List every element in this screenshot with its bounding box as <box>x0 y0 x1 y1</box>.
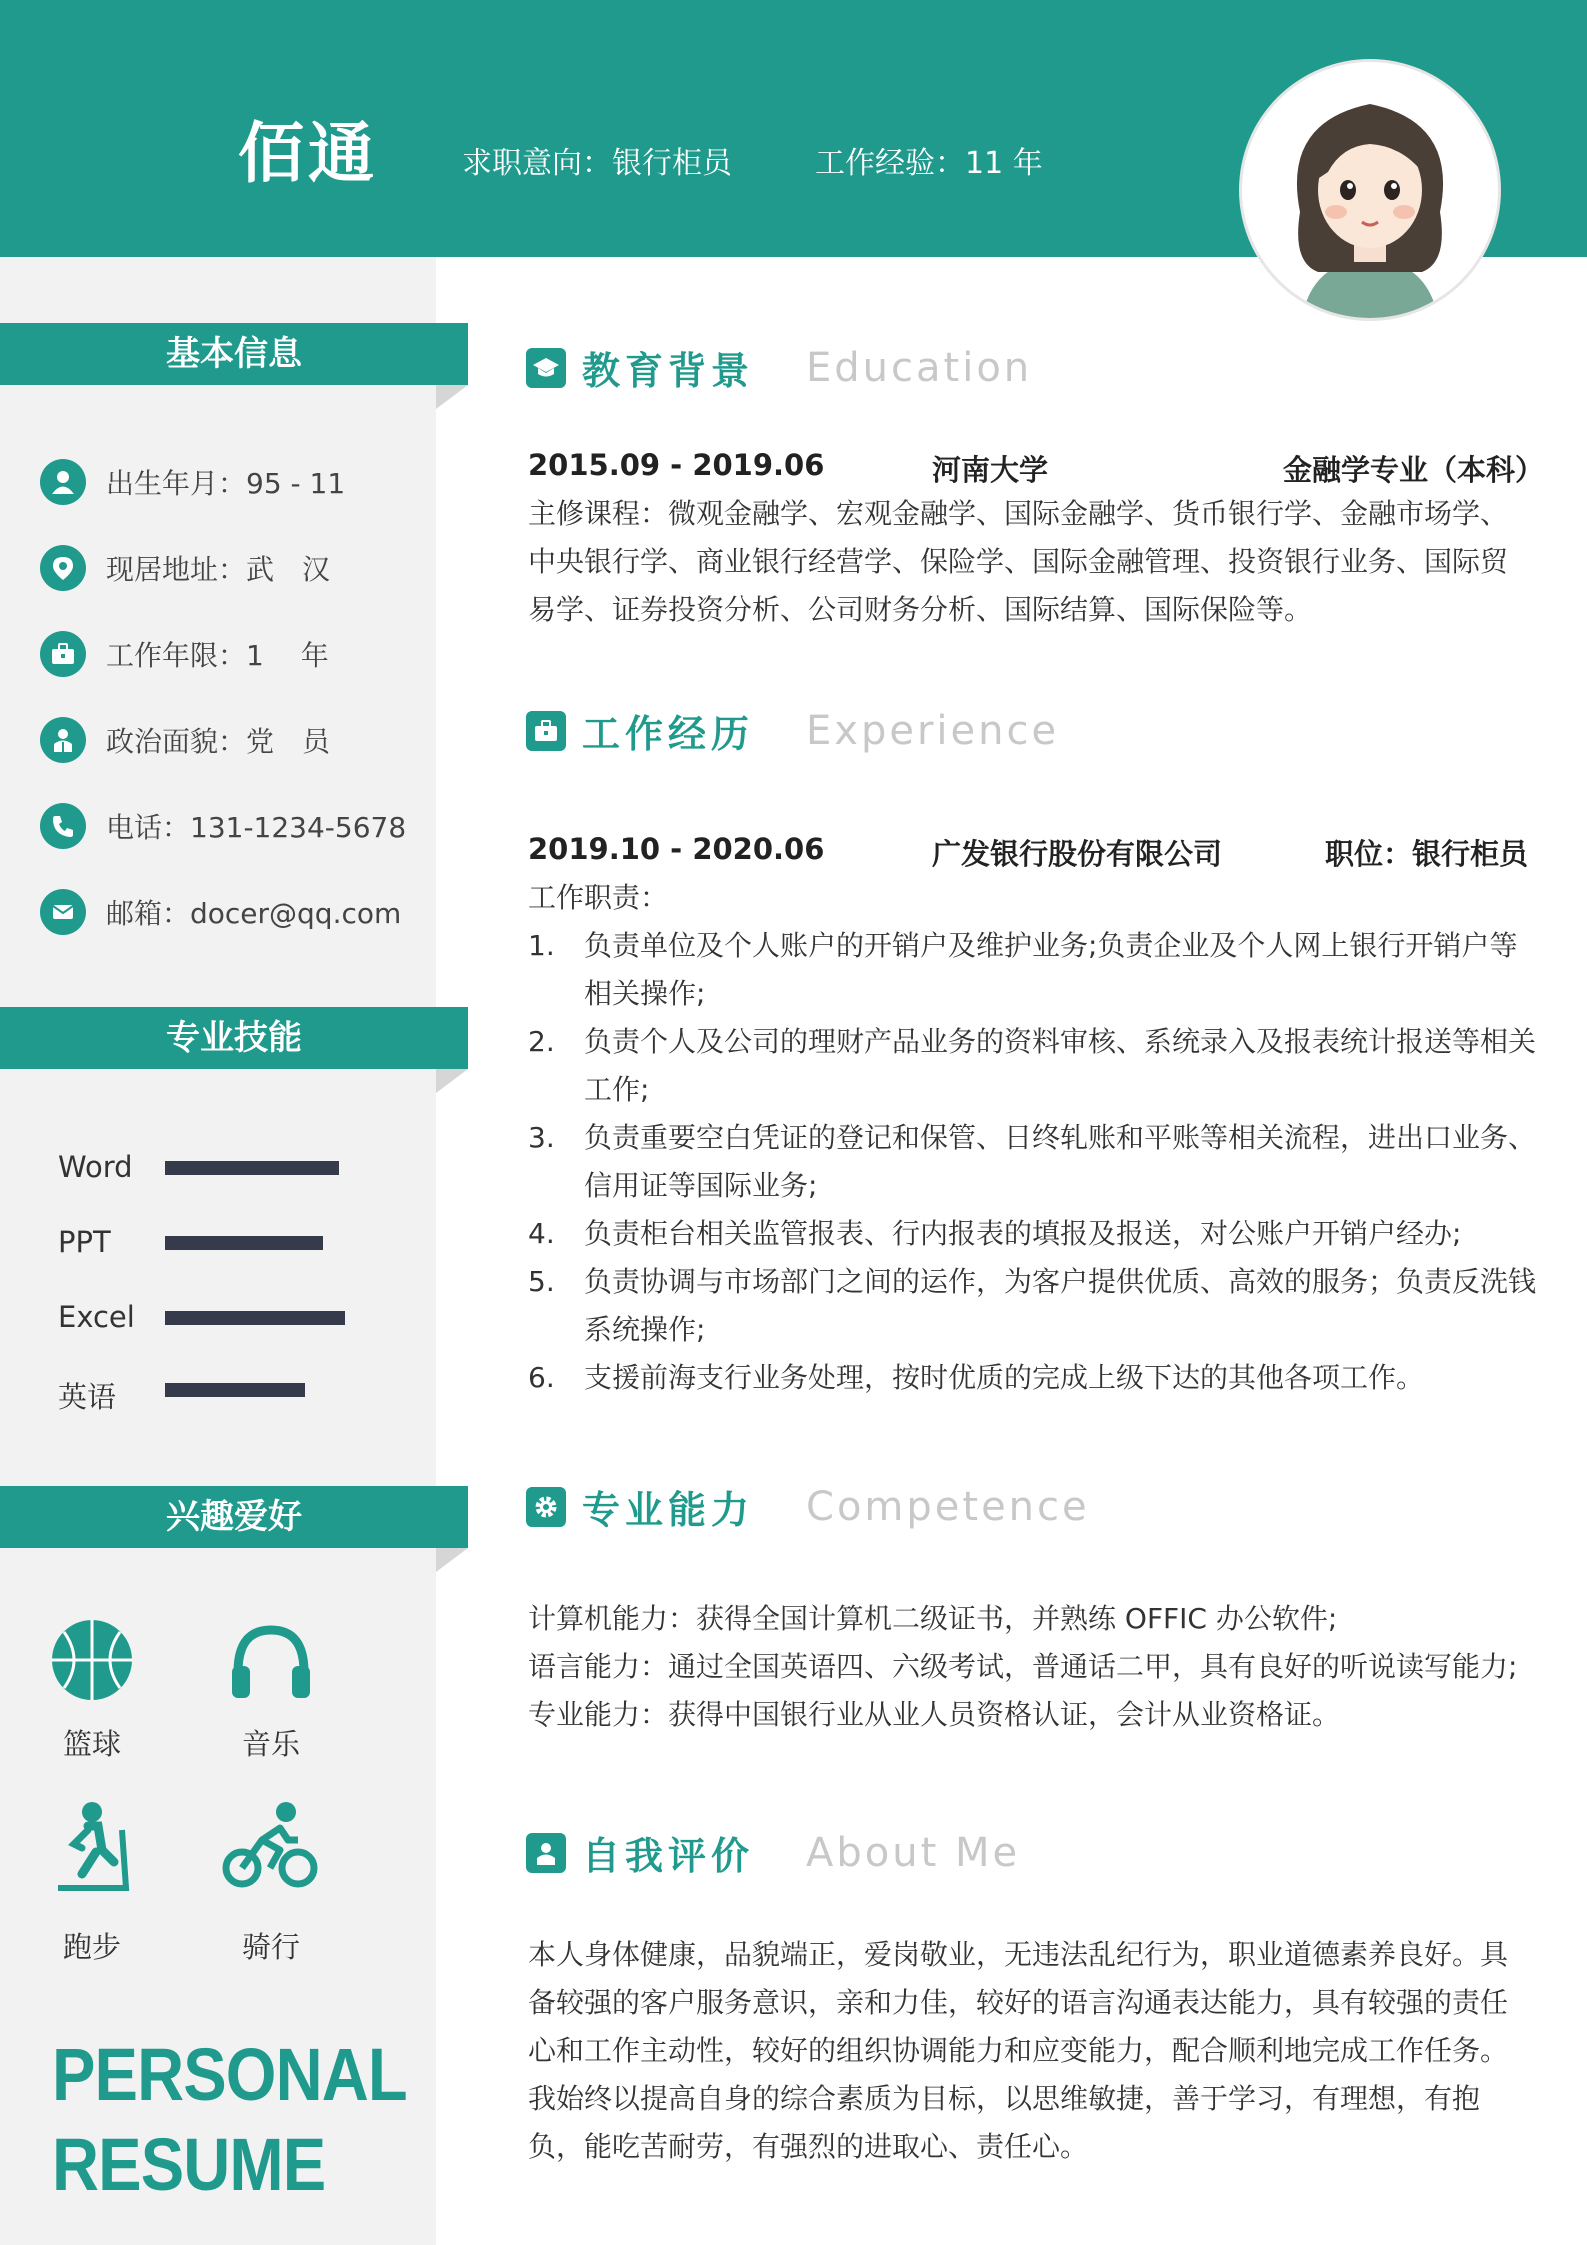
experience-position: 职位：银行柜员 <box>1325 837 1529 871</box>
user-card-icon <box>526 1833 566 1873</box>
skill-level-bar <box>165 1311 345 1325</box>
duty-text: 负责柜台相关监管报表、行内报表的填报及报送，对公账户开销户经办; <box>584 1217 1462 1250</box>
briefcase-icon <box>40 631 86 677</box>
section-title-basic-info: 基本信息 <box>166 334 302 374</box>
experience-period: 2019.10 - 2020.06 <box>528 832 825 866</box>
info-email <box>40 887 401 937</box>
section-heading-education <box>526 340 1032 395</box>
gear-icon <box>526 1487 566 1527</box>
skill-level-bar <box>165 1161 339 1175</box>
duty-number: 4. <box>528 1217 555 1250</box>
experience-company: 广发银行股份有限公司 <box>932 837 1223 871</box>
competence-line: 计算机能力：获得全国计算机二级证书，并熟练 OFFIC 办公软件; <box>528 1602 1338 1635</box>
duty-number: 5. <box>528 1265 555 1298</box>
info-politics-text: 政治面貌：党 员 <box>106 725 331 758</box>
section-title-skills: 专业技能 <box>166 1018 302 1058</box>
duty-text: 负责重要空白凭证的登记和保管、日终轧账和平账等相关流程，进出口业务、信用证等国际业务; <box>584 1121 1537 1202</box>
info-email-text: 邮箱：docer@qq.com <box>106 897 402 930</box>
phone-icon <box>40 803 86 849</box>
info-birth-text: 出生年月：95 - 11 <box>106 467 346 500</box>
section-header-skills <box>0 1007 468 1069</box>
briefcase-icon <box>526 711 566 751</box>
duty-number: 2. <box>528 1025 555 1058</box>
running-icon <box>52 1800 132 1898</box>
section-title-about: 自我评价 <box>582 1834 755 1878</box>
duty-text: 负责协调与市场部门之间的运作，为客户提供优质、高效的服务；负责反洗钱系统操作; <box>584 1265 1537 1346</box>
section-subtitle-experience: Experience <box>806 707 1060 754</box>
about-me-text: 本人身体健康，品貌端正，爱岗敬业，无违法乱纪行为，职业道德素养良好。具备较强的客户服务意识，亲和力佳，较好的语言沟通表达能力，具有较强的责任心和工作主动性，较好的组织协调能力和应变能力，配合顺利地完成工作任务。我始终以提高自身的综合素质为目标，以思维敏捷，善于学习，有理想，有抱负，能吃苦耐劳，有强烈的进取心、责任心。 <box>528 1938 1509 2163</box>
section-title-experience: 工作经历 <box>582 712 755 756</box>
personal-resume-logo <box>52 2030 407 2210</box>
duty-text: 负责个人及公司的理财产品业务的资料审核、系统录入及报表统计报送等相关工作; <box>584 1025 1537 1106</box>
duty-number: 1. <box>528 929 555 962</box>
section-subtitle-competence: Competence <box>806 1483 1090 1530</box>
info-phone <box>40 801 406 851</box>
skill-name: PPT <box>58 1225 111 1259</box>
skill-level-bar <box>165 1383 305 1397</box>
education-school: 河南大学 <box>932 453 1049 487</box>
info-politics <box>40 715 330 765</box>
headphones-icon <box>228 1622 314 1706</box>
graduation-cap-icon <box>526 348 566 388</box>
info-address-text: 现居地址：武 汉 <box>106 553 331 586</box>
info-phone-text: 电话：131-1234-5678 <box>106 811 407 844</box>
education-major: 金融学专业（本科） <box>1283 453 1545 487</box>
location-icon <box>40 545 86 591</box>
cycling-icon <box>222 1800 318 1896</box>
duty-text: 负责单位及个人账户的开销户及维护业务;负责企业及个人网上银行开销户等相关操作; <box>584 929 1518 1010</box>
info-work-years <box>40 629 329 679</box>
section-title-hobbies: 兴趣爱好 <box>166 1497 302 1537</box>
section-subtitle-education: Education <box>806 344 1033 391</box>
ribbon-fold <box>436 1548 468 1572</box>
duty-text: 支援前海支行业务处理，按时优质的完成上级下达的其他各项工作。 <box>584 1361 1425 1394</box>
skill-level-bar <box>165 1236 323 1250</box>
mail-icon <box>40 889 86 935</box>
duty-number: 6. <box>528 1361 555 1394</box>
ribbon-fold <box>436 1069 468 1093</box>
hobby-label: 骑行 <box>241 1930 300 1964</box>
info-work-years-text: 工作年限：1 年 <box>106 639 329 672</box>
hobby-label: 篮球 <box>62 1727 121 1761</box>
basketball-icon <box>50 1618 134 1706</box>
section-heading-about <box>526 1825 1020 1880</box>
ribbon-fold <box>436 385 468 409</box>
section-title-competence: 专业能力 <box>582 1488 755 1532</box>
logo-line-2: RESUME <box>52 2123 326 2206</box>
duties-label: 工作职责： <box>528 881 669 914</box>
person-icon <box>40 459 86 505</box>
logo-line-1: PERSONAL <box>52 2033 407 2116</box>
info-address <box>40 543 330 593</box>
section-heading-competence <box>526 1479 1090 1534</box>
job-target: 求职意向：银行柜员 <box>462 146 732 181</box>
skill-name: 英语 <box>58 1380 117 1414</box>
section-header-hobbies <box>0 1486 468 1548</box>
section-header-basic-info <box>0 323 468 385</box>
skill-name: Word <box>58 1150 133 1184</box>
section-heading-experience <box>526 703 1059 758</box>
user-badge-icon <box>40 717 86 763</box>
info-birth <box>40 457 345 507</box>
hobby-label: 音乐 <box>241 1727 300 1761</box>
work-experience-years: 工作经验：11 年 <box>815 146 1043 181</box>
section-title-education: 教育背景 <box>582 349 755 393</box>
avatar <box>1242 62 1498 318</box>
hobby-label: 跑步 <box>62 1930 121 1964</box>
section-subtitle-about: About Me <box>806 1829 1021 1876</box>
education-courses: 主修课程：微观金融学、宏观金融学、国际金融学、货币银行学、金融市场学、中央银行学、商业银行经营学、保险学、国际金融管理、投资银行业务、国际贸易学、证券投资分析、公司财务分析、国际结算、国际保险等。 <box>528 497 1509 626</box>
skill-name: Excel <box>58 1300 135 1334</box>
competence-line: 语言能力：通过全国英语四、六级考试，普通话二甲，具有良好的听说读写能力; <box>528 1650 1518 1683</box>
candidate-name: 佰通 <box>238 115 378 192</box>
duty-number: 3. <box>528 1121 555 1154</box>
competence-line: 专业能力：获得中国银行业从业人员资格认证，会计从业资格证。 <box>528 1698 1341 1731</box>
education-period: 2015.09 - 2019.06 <box>528 448 825 482</box>
